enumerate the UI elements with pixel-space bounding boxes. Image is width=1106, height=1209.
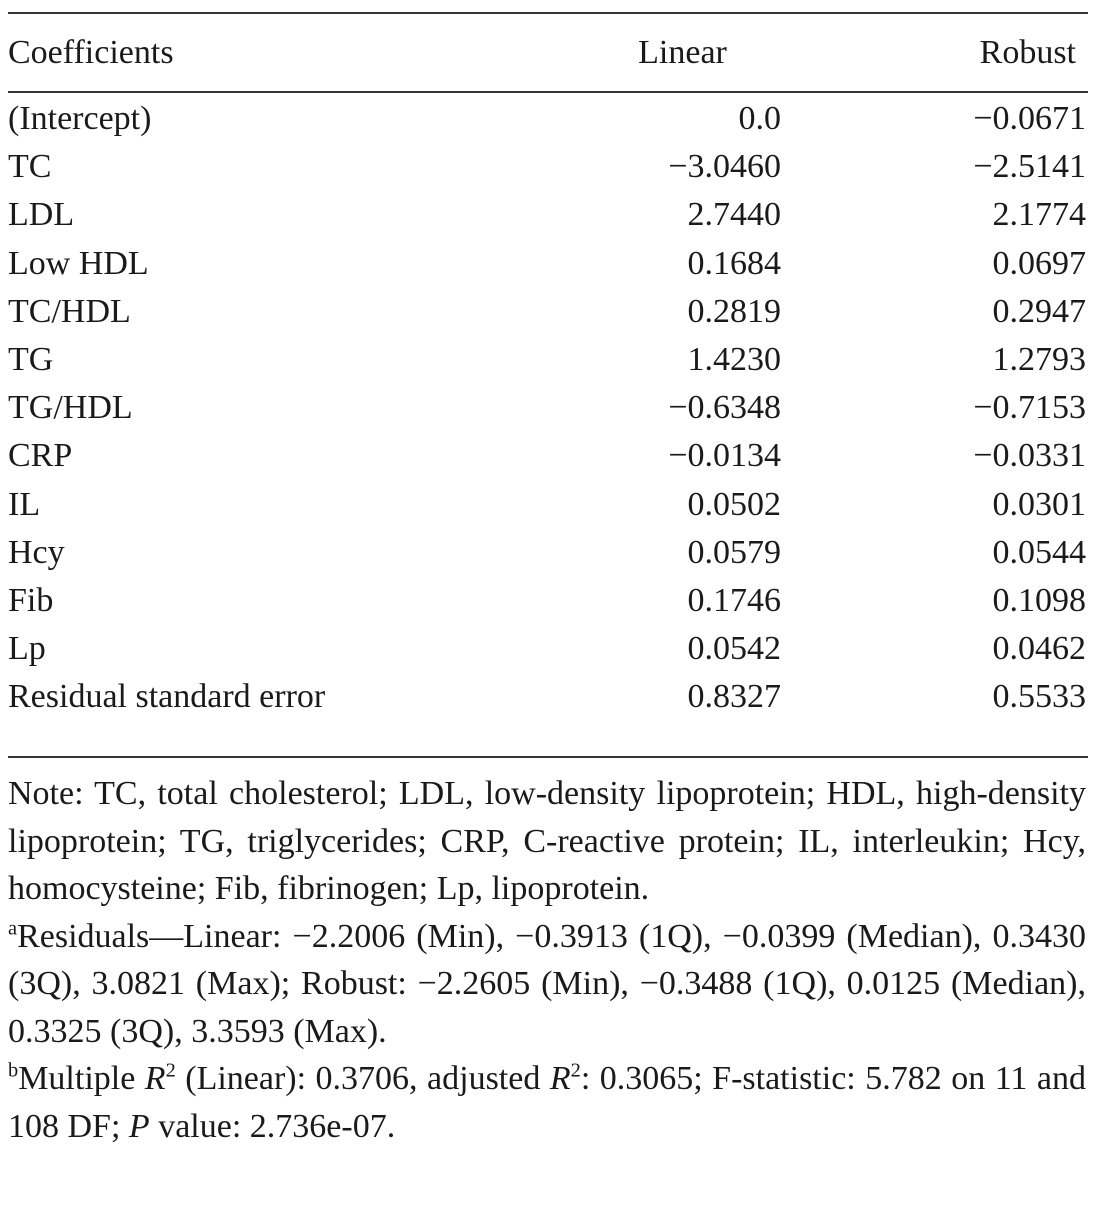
row-linear: −3.0460 xyxy=(668,148,781,186)
row-robust: 0.0697 xyxy=(992,244,1086,282)
row-robust: 0.0544 xyxy=(992,533,1086,571)
row-robust: 0.0301 xyxy=(992,485,1086,523)
row-linear: 0.8327 xyxy=(687,678,781,716)
row-robust: −2.5141 xyxy=(973,148,1086,186)
header-robust: Robust xyxy=(979,34,1076,71)
row-name: LDL xyxy=(8,196,75,234)
row-name: (Intercept) xyxy=(8,100,152,137)
r-symbol: R xyxy=(549,1060,571,1097)
table-row xyxy=(8,384,1086,432)
row-linear: 0.0502 xyxy=(687,485,781,523)
r-symbol: R xyxy=(144,1060,166,1097)
table-row xyxy=(8,288,1086,336)
footnote-b xyxy=(8,1055,1086,1150)
table-row xyxy=(8,336,1086,384)
row-name: Lp xyxy=(8,630,46,668)
row-linear: 0.2819 xyxy=(687,292,781,330)
row-name: CRP xyxy=(8,437,73,475)
row-robust: −0.7153 xyxy=(973,389,1086,427)
row-robust: 0.0462 xyxy=(992,630,1086,668)
footnote-a-text: Residuals—Linear: −2.2006 (Min), −0.3913 (1Q), −0.0399 (Median), 0.3430 (3Q), 3.0821 (Max); Robust: −2.2605 (Min), −0.3488 (1Q), 0.0125 (Median), 0.3325 (3Q), 3.3593 (Max). xyxy=(8,917,1086,1050)
row-linear: 0.0542 xyxy=(687,630,781,668)
header-coefficients: Coefficients xyxy=(8,34,174,71)
row-linear: −0.0134 xyxy=(668,437,781,475)
table-row xyxy=(8,143,1086,191)
row-name: TG xyxy=(8,341,54,379)
row-robust: 0.5533 xyxy=(992,678,1086,716)
squared-superscript: 2 xyxy=(165,1059,176,1082)
squared-superscript: 2 xyxy=(570,1059,581,1082)
row-linear: 2.7440 xyxy=(687,196,781,234)
row-linear: 0.1684 xyxy=(687,244,781,282)
footnote-b-text: : 0.3065; F-statistic: 5.782 on 11 and 108 DF; xyxy=(8,1060,1087,1145)
footnote-b-text: Multiple xyxy=(18,1060,145,1097)
row-robust: 0.1098 xyxy=(992,582,1086,620)
p-symbol: P xyxy=(128,1107,150,1145)
table-row xyxy=(8,529,1086,577)
row-name: Hcy xyxy=(8,533,65,571)
footnote-a xyxy=(8,913,1086,1056)
footnote-b-text: (Linear): 0.3706, adjusted xyxy=(175,1060,550,1097)
table-row xyxy=(8,625,1086,673)
row-robust: 2.1774 xyxy=(992,196,1086,234)
footnote-b-text: value: 2.736e-07. xyxy=(149,1107,396,1145)
row-name: IL xyxy=(8,485,41,523)
bottom-rule xyxy=(8,756,1088,758)
footnote-b-marker: b xyxy=(8,1059,19,1082)
table-row xyxy=(8,240,1086,288)
row-robust: 0.2947 xyxy=(992,292,1086,330)
footnote-a-marker: a xyxy=(8,917,18,940)
table-row xyxy=(8,95,1086,143)
row-robust: −0.0671 xyxy=(973,100,1086,137)
abbreviation-note: Note: TC, total cholesterol; LDL, low-density lipoprotein; HDL, high-density lipoprotein; TG, triglycerides; CRP, C-reactive protein; IL, interleukin; Hcy, homocysteine; Fib, fibrinogen; Lp, lipoprotein. xyxy=(8,775,1086,907)
header-linear: Linear xyxy=(638,34,727,71)
table-footnotes xyxy=(8,770,1086,1150)
row-name: TG/HDL xyxy=(8,389,133,427)
table-row xyxy=(8,432,1086,480)
row-linear: 0.0 xyxy=(738,100,781,137)
table-header-row xyxy=(8,20,1086,85)
row-name: TC xyxy=(8,148,52,186)
row-linear: 1.4230 xyxy=(687,341,781,379)
row-linear: 0.0579 xyxy=(687,533,781,571)
table-row xyxy=(8,577,1086,625)
row-name: TC/HDL xyxy=(8,292,131,330)
row-name: Low HDL xyxy=(8,244,149,282)
row-robust: −0.0331 xyxy=(973,437,1086,475)
top-rule xyxy=(8,12,1088,14)
row-robust: 1.2793 xyxy=(992,341,1086,379)
row-linear: −0.6348 xyxy=(668,389,781,427)
spacer-row xyxy=(8,85,1086,95)
table-row xyxy=(8,673,1086,721)
coefficients-table xyxy=(8,20,1086,722)
table-row xyxy=(8,191,1086,239)
row-linear: 0.1746 xyxy=(687,582,781,620)
table-row xyxy=(8,481,1086,529)
row-name: Fib xyxy=(8,582,54,620)
row-name: Residual standard error xyxy=(8,678,326,716)
